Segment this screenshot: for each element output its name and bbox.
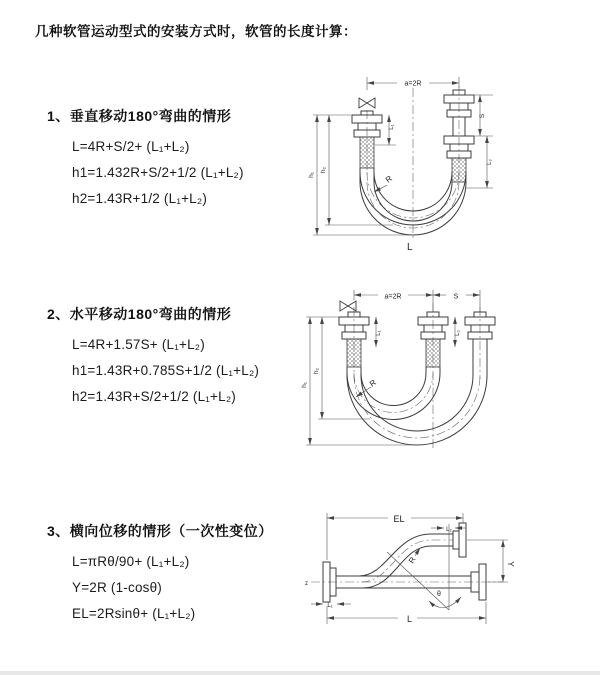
- dim-y-label: Y: [506, 561, 515, 567]
- scan-edge: [0, 671, 600, 675]
- radius-label: R: [367, 377, 378, 389]
- braided-hose-left: [347, 339, 361, 367]
- dim-h2-label: h₂: [313, 367, 320, 375]
- dim-l2-label: L₂: [487, 159, 493, 165]
- dim-el-label: EL: [393, 514, 405, 524]
- braided-hose-left: [360, 137, 374, 168]
- formula-L: L=4R+S/2+ (L₁+L₂): [72, 139, 190, 154]
- dim-s-label: S: [479, 113, 486, 119]
- radius-label: R: [406, 555, 418, 565]
- diagram-horizontal-180-svg: [298, 283, 545, 459]
- dim-a2r-label: a=2R: [384, 293, 402, 301]
- formula-EL: EL=2Rsinθ+ (L₁+L₂): [72, 606, 196, 621]
- length-label: L: [407, 242, 413, 253]
- dim-l2-label: L₂: [446, 527, 452, 533]
- formula-h1: h1=1.43R+0.785S+1/2 (L₁+L₂): [72, 363, 260, 378]
- formula-Y: Y=2R (1-cosθ): [72, 580, 163, 595]
- section-1-heading: 1、垂直移动180°弯曲的情形: [47, 108, 232, 124]
- section-2: [47, 304, 259, 415]
- diagram-vertical-180-svg: [303, 70, 533, 258]
- angle-label: θ: [437, 591, 441, 598]
- length-label: L: [407, 614, 413, 624]
- formula-L: L=πRθ/90+ (L₁+L₂): [72, 554, 190, 569]
- section-1: [47, 106, 244, 217]
- braided-hose-right: [452, 158, 466, 182]
- dim-h2-label: h₂: [320, 166, 327, 174]
- braided-hose-middle: [426, 339, 440, 367]
- dim-l2-label: L₂: [455, 330, 461, 336]
- page-title: 几种软管运动型式的安装方式时，软管的长度计算：: [35, 24, 357, 39]
- formula-h1: h1=1.432R+S/2+1/2 (L₁+L₂): [72, 165, 244, 180]
- diagram-horizontal-180: [298, 283, 545, 464]
- radius-label: R: [383, 173, 394, 185]
- dim-l1-label: L₁: [389, 124, 395, 130]
- dim-a2r-label: a=2R: [404, 80, 422, 88]
- dim-l1-label: L₁: [327, 603, 333, 609]
- valve-icon: [340, 301, 356, 311]
- diagram-lateral-displacement: [303, 506, 555, 656]
- valve-icon: [359, 98, 375, 108]
- diagram-lateral-displacement-svg: [303, 506, 555, 651]
- dim-s-label: S: [453, 293, 459, 301]
- formula-h2: h2=1.43R+1/2 (L₁+L₂): [72, 191, 208, 206]
- axis-break-mark: z: [305, 581, 308, 587]
- formula-h2: h2=1.43R+S/2+1/2 (L₁+L₂): [72, 389, 236, 404]
- dim-h1-label: h₁: [308, 172, 315, 178]
- diagram-vertical-180: [303, 70, 533, 263]
- dim-h1-label: h₁: [301, 382, 308, 388]
- section-3-heading: 3、横向位移的情形（一次性变位）: [47, 523, 273, 539]
- dim-l1-label: L₁: [376, 330, 382, 336]
- section-2-heading: 2、水平移动180°弯曲的情形: [47, 306, 232, 322]
- section-3: [47, 521, 273, 632]
- formula-L: L=4R+1.57S+ (L₁+L₂): [72, 337, 205, 352]
